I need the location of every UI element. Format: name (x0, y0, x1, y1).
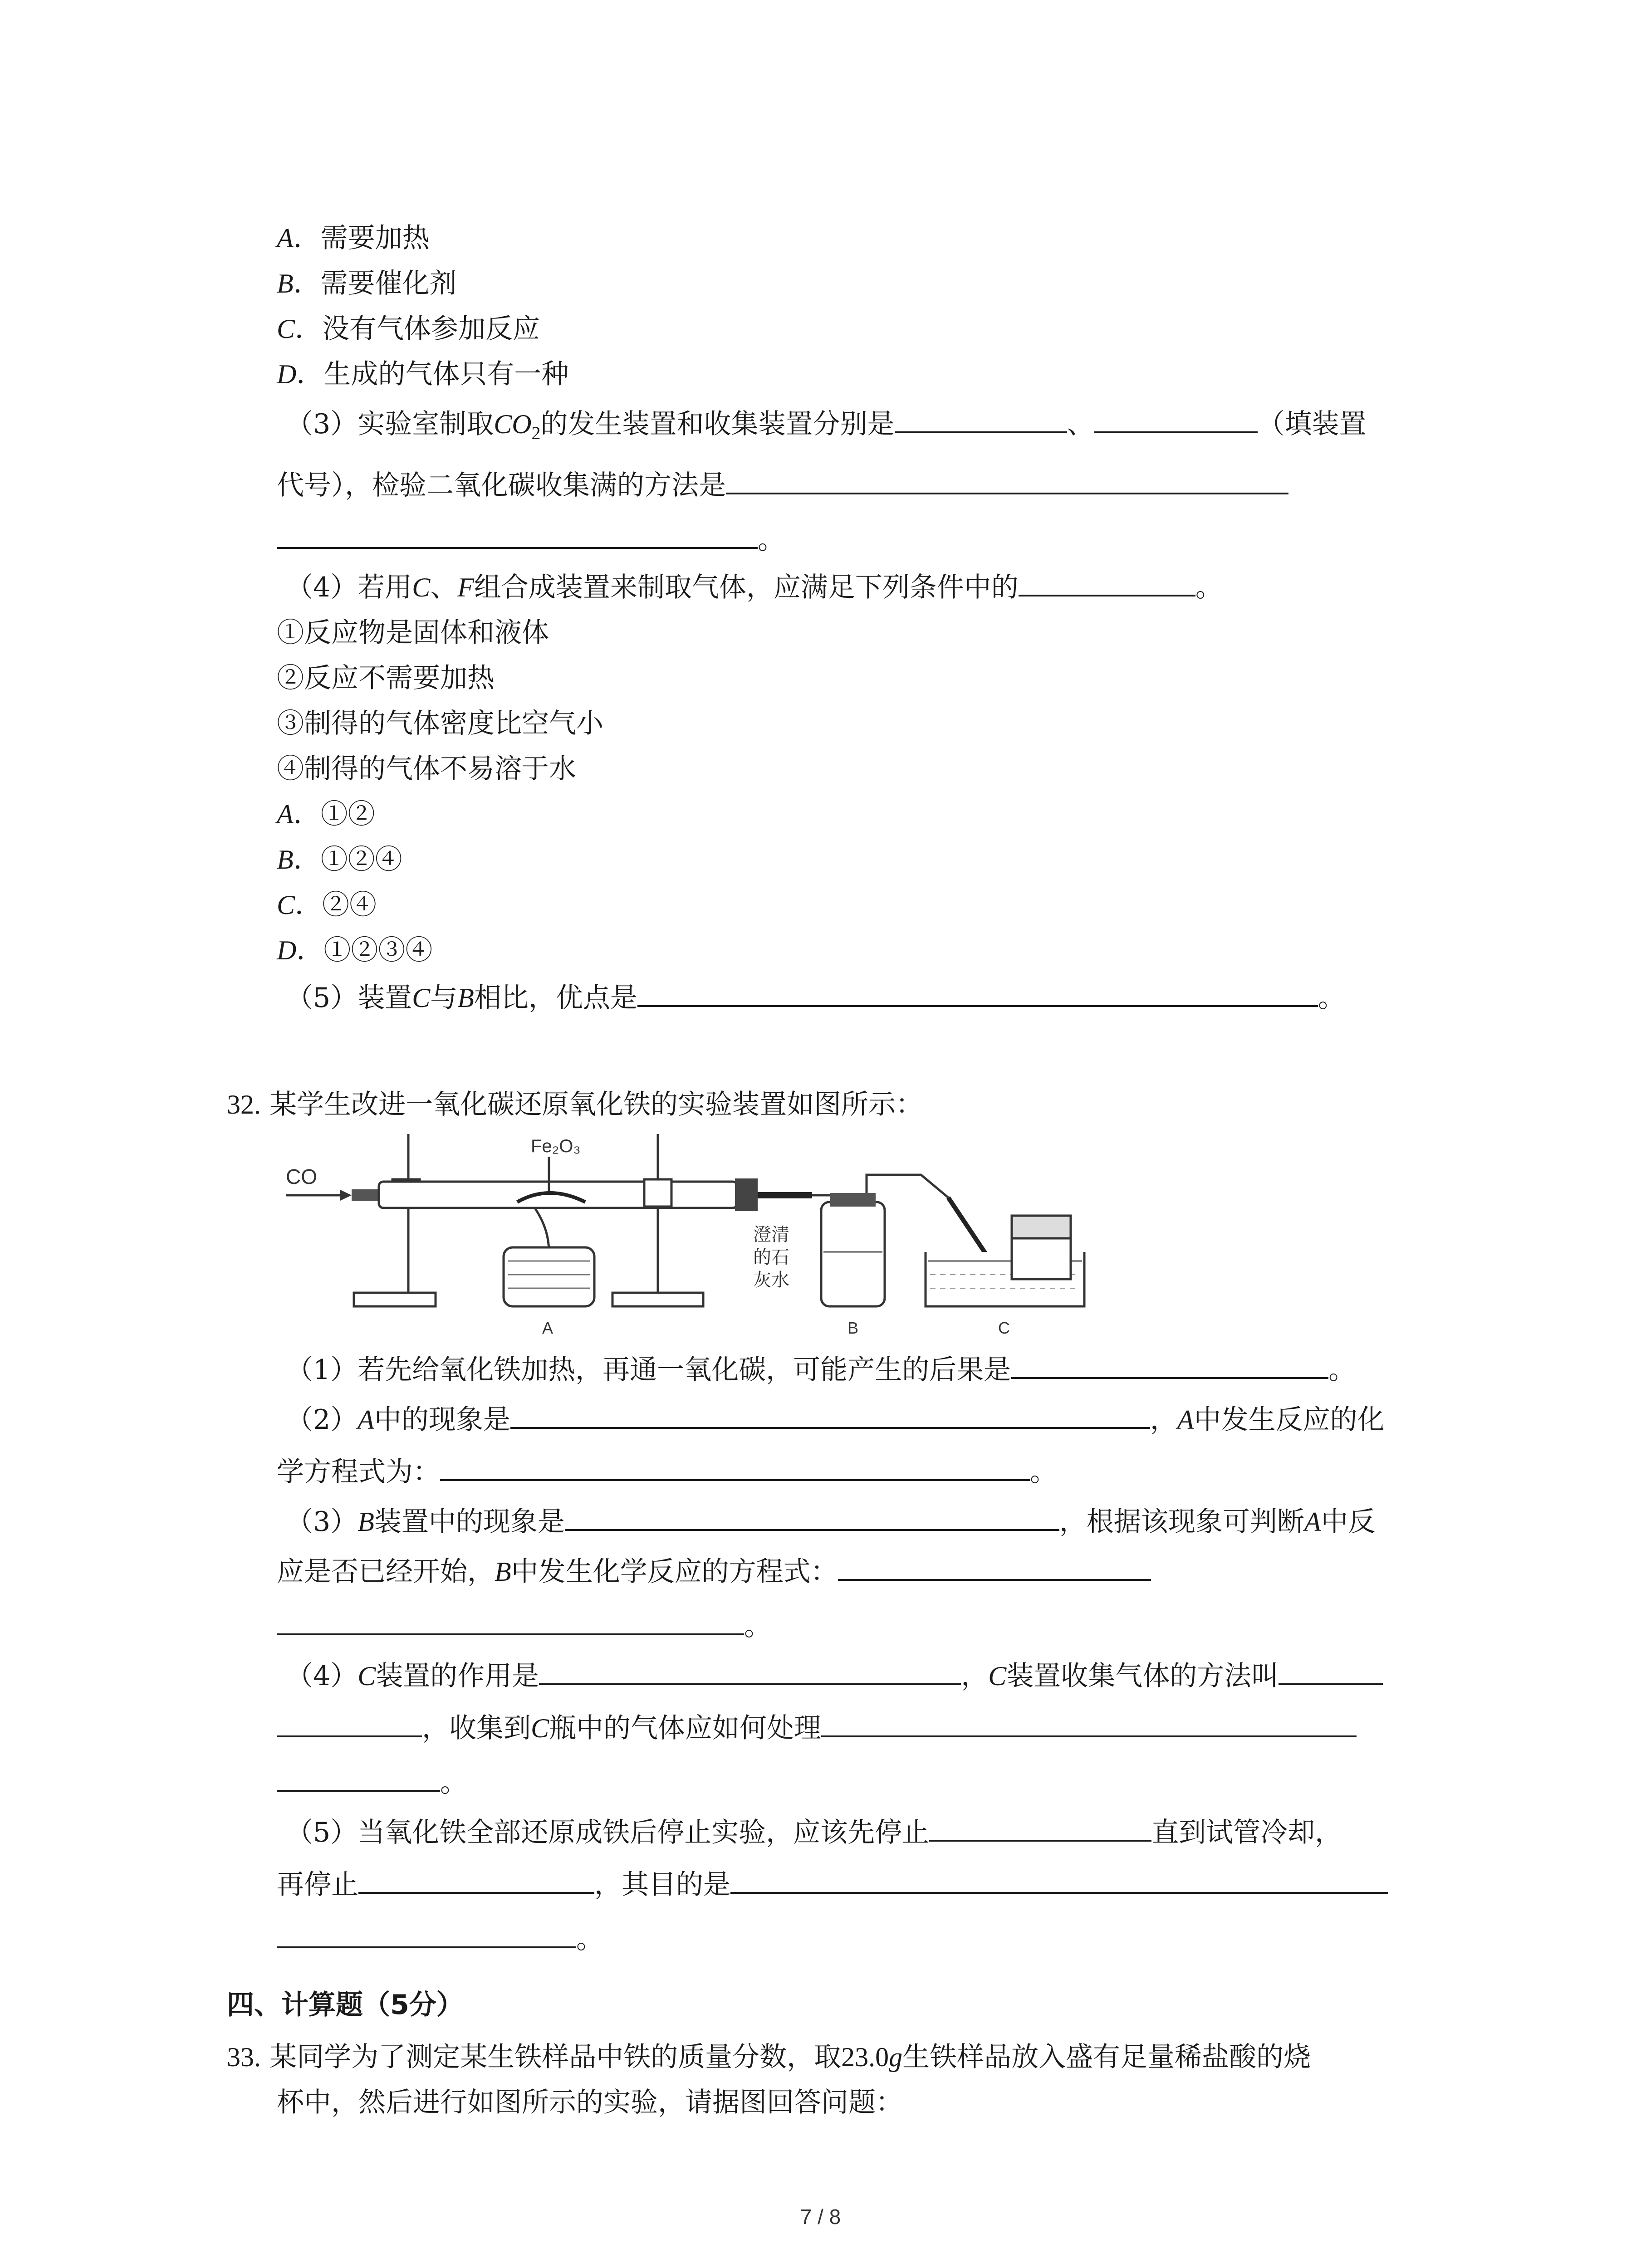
option-line: A．需要加热 (277, 222, 430, 254)
answer-blank[interactable] (539, 1658, 961, 1685)
question-part-3: （3）实验室制取$CO_2$的发生装置和收集装置分别是 、 （填装置 (286, 406, 1367, 451)
q32-part-4-cont2: 。 (277, 1765, 467, 1801)
section-title: 四、计算题（5分） (227, 1989, 464, 2021)
q32-part-4-cont: ，收集到C瓶中的气体应如何处理 (277, 1710, 1357, 1746)
answer-blank[interactable] (726, 467, 1288, 494)
answer-blank[interactable] (1094, 406, 1258, 433)
answer-blank[interactable] (277, 1608, 744, 1635)
answer-blank[interactable] (929, 1814, 1151, 1842)
question-part-3-cont: 代号），检验二氧化碳收集满的方法是 (277, 467, 1288, 503)
q32-part-3-cont: 应是否已经开始，B中发生化学反应的方程式： (277, 1554, 1151, 1590)
condition-line: ④制得的气体不易溶于水 (277, 753, 576, 785)
outlet-tube (867, 1175, 948, 1198)
limewater-label-2: 的石 (753, 1247, 789, 1267)
option-line: C．没有气体参加反应 (277, 313, 540, 345)
q32-part-5: （5）当氧化铁全部还原成铁后停止实验，应该先停止 直到试管冷却， (286, 1814, 1342, 1851)
answer-blank[interactable] (637, 980, 1318, 1007)
answer-blank[interactable] (821, 1710, 1357, 1737)
alcohol-burner (504, 1247, 594, 1306)
q32-part-2-cont: 学方程式为： 。 (277, 1454, 1057, 1490)
q32-part-4: （4）C装置的作用是 ，C装置收集气体的方法叫 (286, 1658, 1383, 1694)
answer-blank[interactable] (440, 1454, 1030, 1481)
question-33-stem: 33. 某同学为了测定某生铁样品中铁的质量分数，取23.0g生铁样品放入盛有足量稀盐酸的烧 (227, 2041, 1311, 2073)
limewater-label-1: 澄清 (753, 1225, 789, 1245)
q32-part-2: （2）A中的现象是 ，A中发生反应的化 (286, 1402, 1385, 1438)
apparatus-figure (277, 1125, 1438, 1338)
option-line: D．①②③④ (277, 934, 433, 966)
condition-line: ①反应物是固体和液体 (277, 617, 549, 649)
condition-line: ③制得的气体密度比空气小 (277, 708, 603, 739)
question-part-3-cont2: 。 (277, 522, 785, 558)
answer-blank[interactable] (358, 1867, 594, 1894)
option-line: B．需要催化剂 (277, 268, 457, 299)
fe2o3-label: Fe₂O₃ (531, 1136, 581, 1156)
answer-blank[interactable] (277, 522, 758, 549)
condition-line: ②反应不需要加热 (277, 662, 495, 694)
label-b: B (847, 1319, 859, 1337)
iron-stand-base (354, 1293, 436, 1306)
answer-blank[interactable] (277, 1921, 576, 1948)
limewater-label-3: 灰水 (753, 1270, 789, 1290)
flame (535, 1209, 549, 1252)
q32-part-5-cont2: 。 (277, 1921, 603, 1957)
iron-stand-base (612, 1293, 703, 1306)
wash-bottle (821, 1202, 885, 1306)
option-line: D．生成的气体只有一种 (277, 358, 569, 390)
stopper (735, 1178, 758, 1211)
answer-blank[interactable] (730, 1867, 1388, 1894)
inlet-tube (352, 1189, 379, 1201)
question-33-stem-cont: 杯中，然后进行如图所示的实验，请据图回答问题： (277, 2087, 903, 2118)
answer-blank[interactable] (895, 406, 1067, 433)
question-part-4: （4）若用C、F组合成装置来制取气体，应满足下列条件中的 。 (286, 569, 1223, 606)
answer-blank[interactable] (277, 1710, 422, 1737)
page-number: 7 / 8 (800, 2205, 841, 2229)
answer-blank[interactable] (1279, 1658, 1383, 1685)
answer-blank[interactable] (1019, 569, 1195, 596)
answer-blank[interactable] (838, 1554, 1151, 1581)
label-c: C (998, 1319, 1010, 1337)
option-line: B．①②④ (277, 844, 402, 875)
co-label: CO (286, 1165, 317, 1188)
q32-part-3: （3）B装置中的现象是 ，根据该现象可判断A中反 (286, 1504, 1376, 1540)
q32-part-3-cont2: 。 (277, 1608, 771, 1644)
option-line: A．①② (277, 798, 375, 830)
q32-part-5-cont: 再停止 ，其目的是 (277, 1867, 1388, 1903)
question-32-stem: 32. 某学生改进一氧化碳还原氧化铁的实验装置如图所示： (227, 1089, 923, 1120)
option-line: C．②④ (277, 889, 377, 921)
answer-blank[interactable] (1011, 1352, 1328, 1379)
q32-part-1: （1）若先给氧化铁加热，再通一氧化碳，可能产生的后果是 。 (286, 1352, 1356, 1388)
question-part-5: （5）装置C与B相比，优点是 。 (286, 980, 1345, 1016)
clamp (644, 1179, 671, 1207)
answer-blank[interactable] (565, 1504, 1059, 1531)
label-a: A (542, 1319, 554, 1337)
answer-blank[interactable] (510, 1402, 1150, 1429)
answer-blank[interactable] (277, 1765, 440, 1792)
